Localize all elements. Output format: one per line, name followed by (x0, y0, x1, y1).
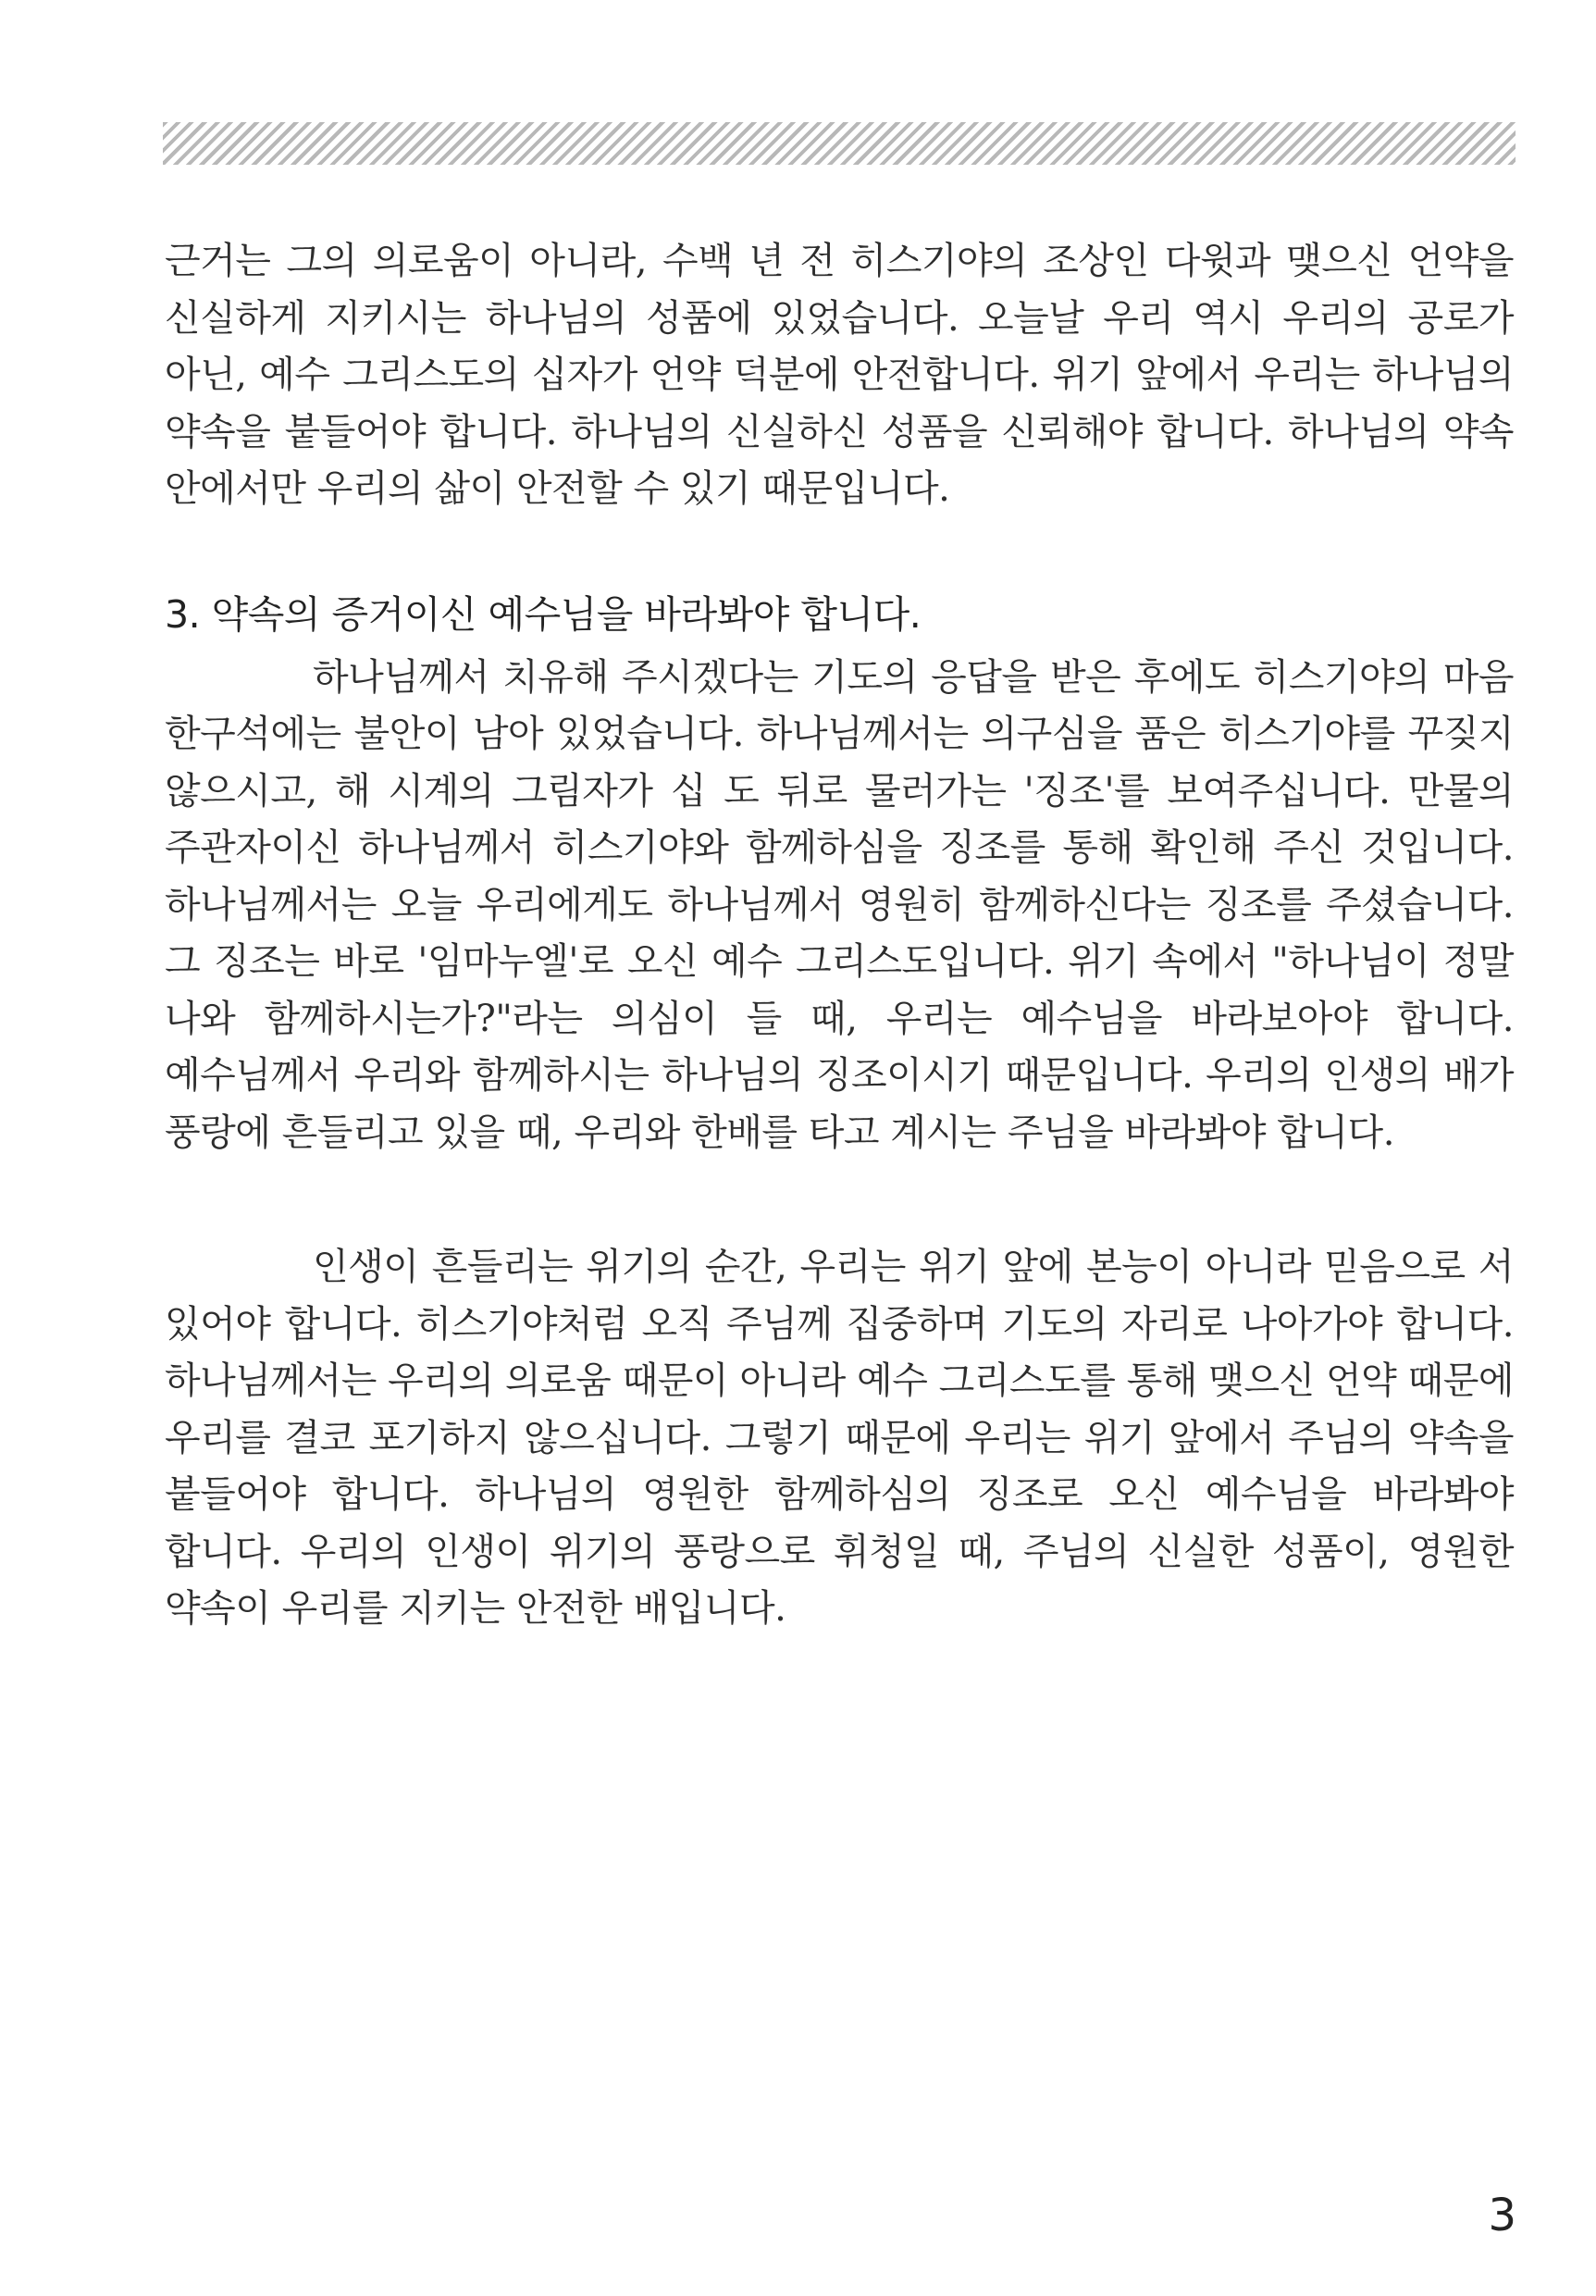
paragraph-1: 근거는 그의 의로움이 아니라, 수백 년 전 히스기야의 조상인 다윗과 맺으신 언약을 신실하게 지키시는 하나님의 성품에 있었습니다. 오늘날 우리 역시 우리의 공로가 아닌, 예수 그리스도의 십자가 언약 덕분에 안전합니다. 위기 앞에서 우리는 하나님의 약속을 붙들어야 합니다. 하나님의 신실하신 성품을 신뢰해야 합니다. 하나님의 약속 안에서만 우리의 삶이 안전할 수 있기 때문입니다. (165, 240, 1514, 510)
page-number: 3 (1488, 2190, 1516, 2241)
body-content (165, 233, 1514, 1638)
paragraph-spacer (165, 1161, 1514, 1239)
section-heading: 3. 약속의 증거이신 예수님을 바라봐야 합니다. (165, 591, 922, 637)
decorative-hatch-band (163, 122, 1516, 165)
paragraph-3: 인생이 흔들리는 위기의 순간, 우리는 위기 앞에 본능이 아니라 믿음으로 서 있어야 합니다. 히스기야처럼 오직 주님께 집중하며 기도의 자리로 나아가야 합니다. 하나님께서는 우리의 의로움 때문이 아니라 예수 그리스도를 통해 맺으신 언약 때문에 우리를 결코 포기하지 않으십니다. 그렇기 때문에 우리는 위기 앞에서 주님의 약속을 붙들어야 합니다. 하나님의 영원한 함께하심의 징조로 오신 예수님을 바라봐야 합니다. 우리의 인생이 위기의 풍랑으로 휘청일 때, 주님의 신실한 성품이, 영원한 약속이 우리를 지키는 안전한 배입니다. (165, 1246, 1514, 1630)
paragraph-2: 하나님께서 치유해 주시겠다는 기도의 응답을 받은 후에도 히스기야의 마음 한구석에는 불안이 남아 있었습니다. 하나님께서는 의구심을 품은 히스기야를 꾸짖지 않으시고, 해 시계의 그림자가 십 도 뒤로 물러가는 '징조'를 보여주십니다. 만물의 주관자이신 하나님께서 히스기야와 함께하심을 징조를 통해 확인해 주신 것입니다. 하나님께서는 오늘 우리에게도 하나님께서 영원히 함께하신다는 징조를 주셨습니다. 그 징조는 바로 '임마누엘'로 오신 예수 그리스도입니다. 위기 속에서 "하나님이 정말 나와 함께하시는가?"라는 의심이 들 때, 우리는 예수님을 바라보아야 합니다. 예수님께서 우리와 함께하시는 하나님의 징조이시기 때문입니다. 우리의 인생의 배가 풍랑에 흔들리고 있을 때, 우리와 한배를 타고 계시는 주님을 바라봐야 합니다. (165, 655, 1514, 1154)
